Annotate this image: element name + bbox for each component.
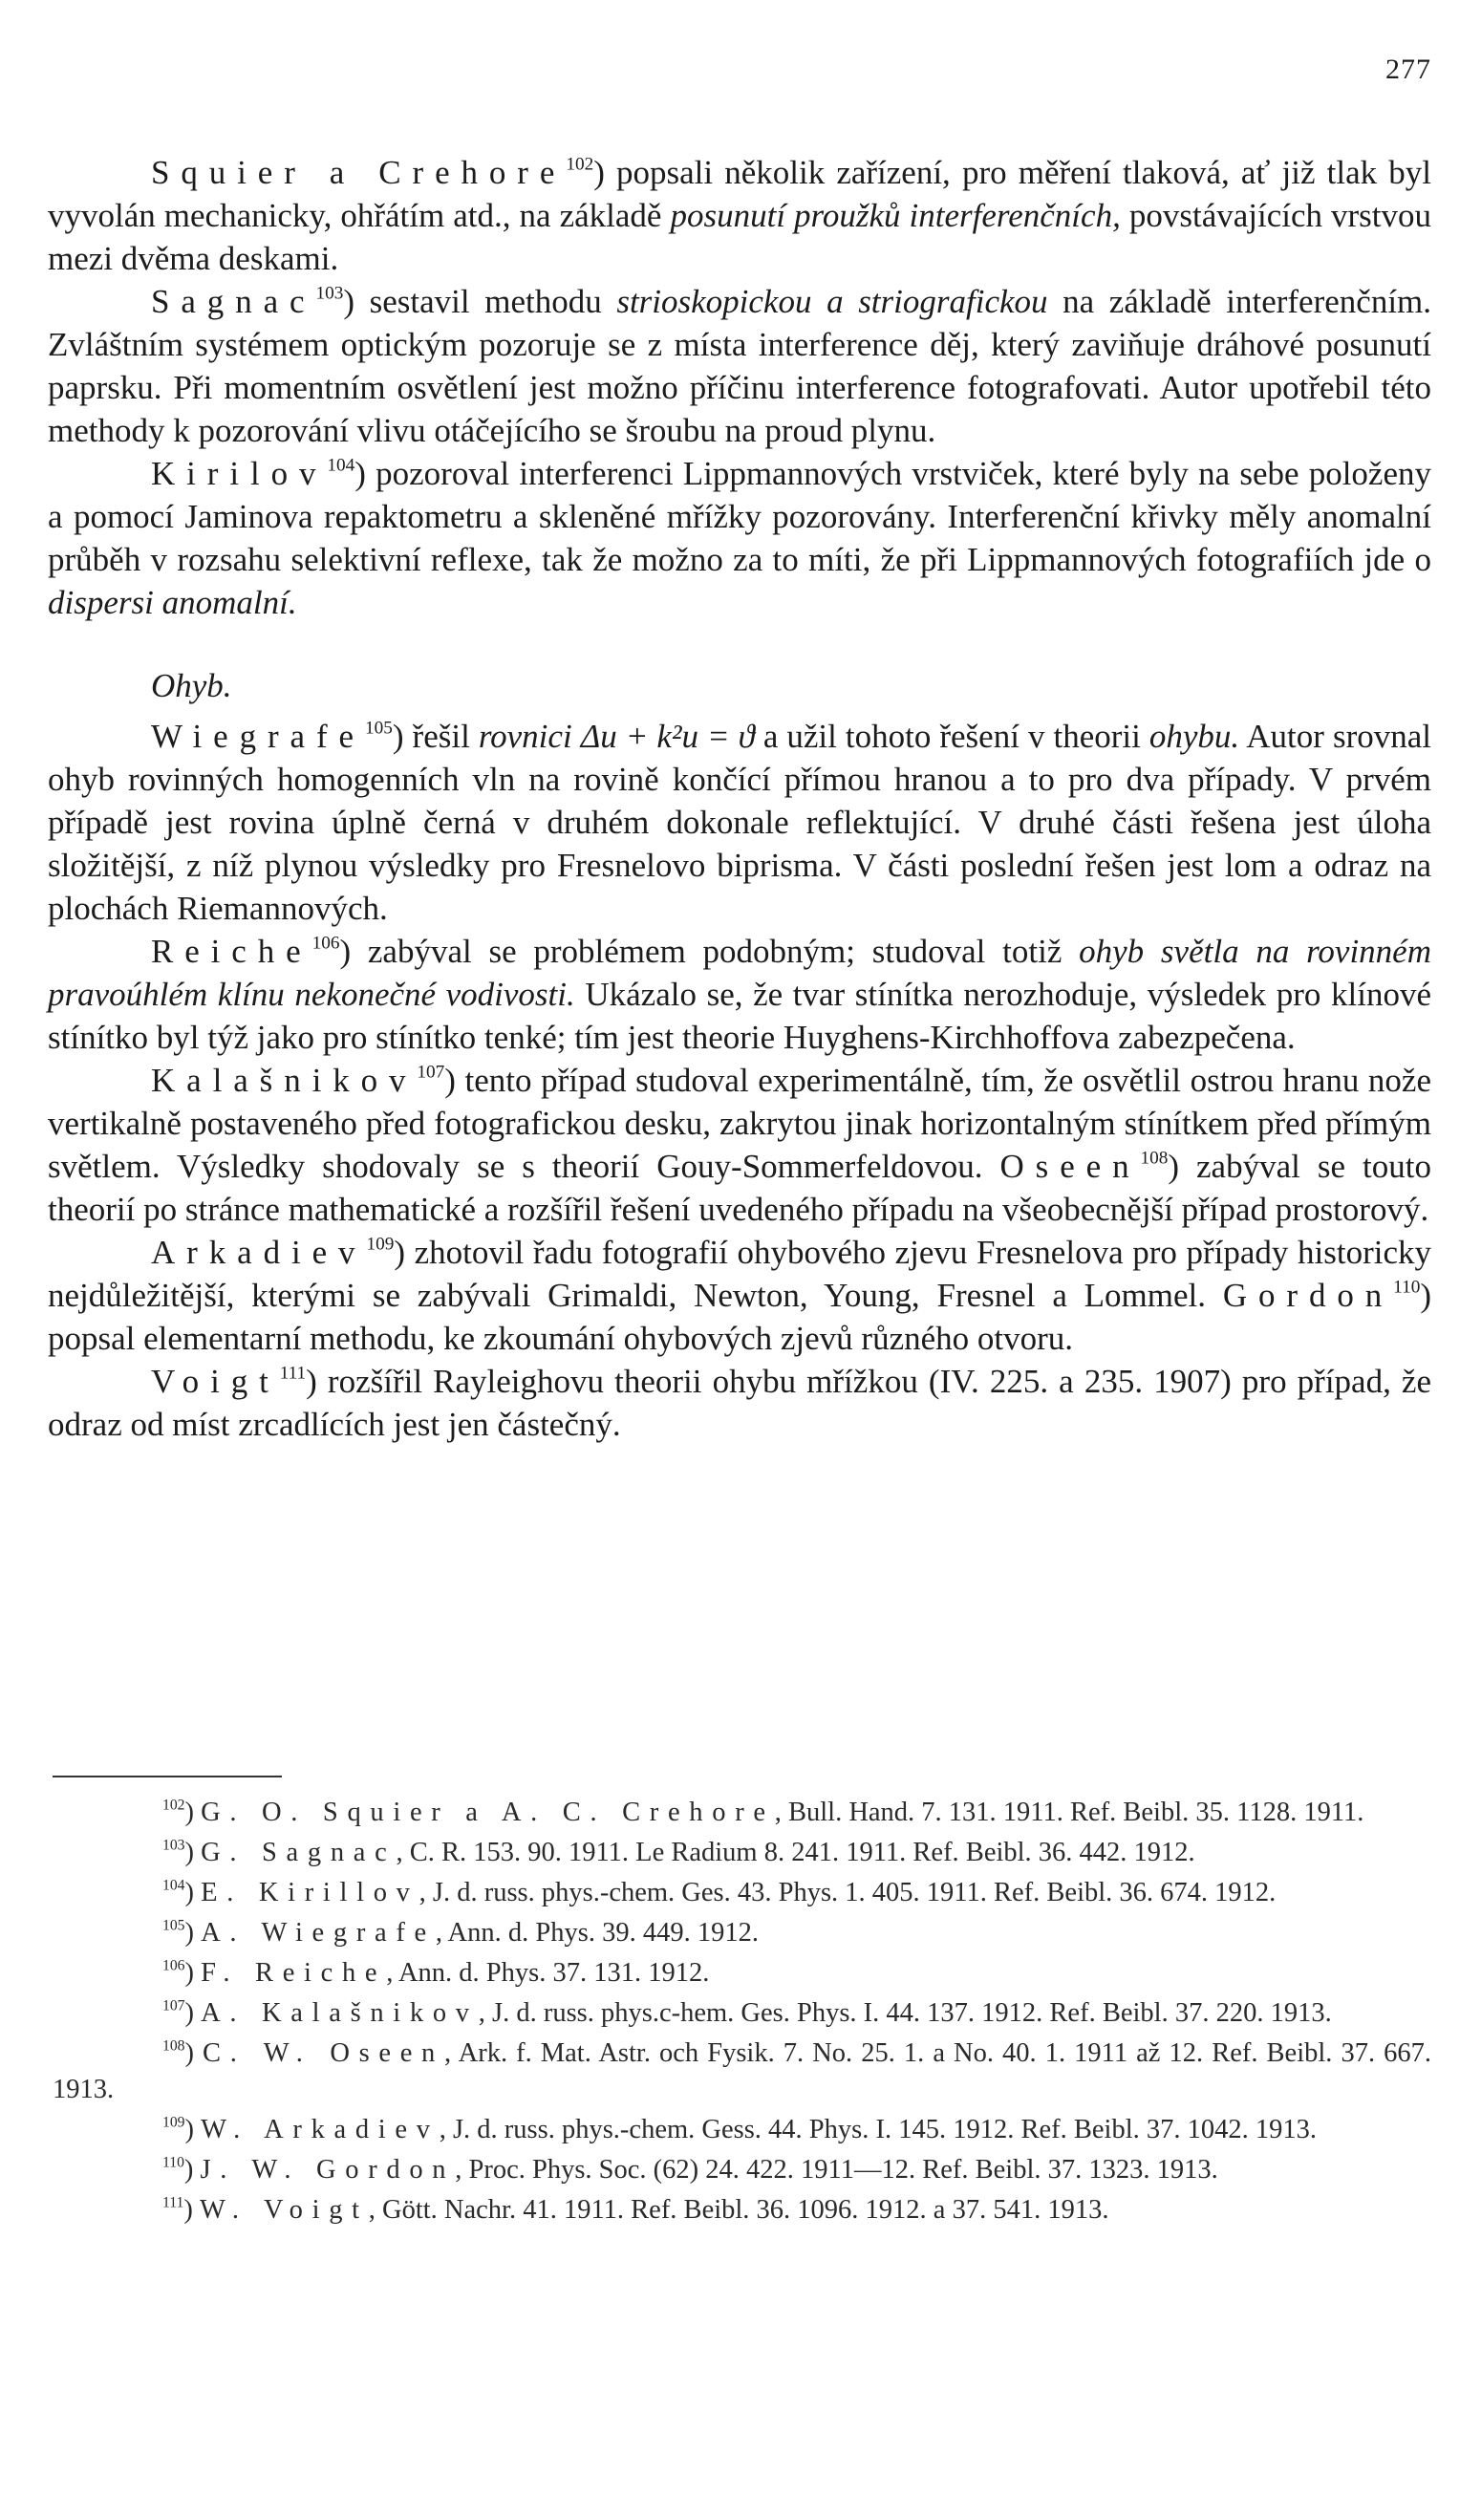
footnote-author: A. Kalašnikov xyxy=(201,1998,479,2028)
footnote-text: , Ann. d. Phys. 37. 131. 1912. xyxy=(386,1958,710,1988)
text-run: povstávajících vrstvou mezi dvěma deskami. xyxy=(48,197,1432,277)
section-heading: Ohyb. xyxy=(151,667,232,704)
footnote-text: , J. d. russ. phys.-chem. Ges. 43. Phys. 1. 405. 1911. Ref. Beibl. 36. 674. 1912. xyxy=(419,1878,1277,1907)
footnote xyxy=(53,1795,1431,1831)
footnote xyxy=(53,2152,1431,2188)
text-run: Ukázalo se, že tvar stínítka nerozhoduje, výsledek pro klínové stínítko byl týž jako pro stínítko tenké; tím jest theorie Huyghens-Kirchhoffova zabezpečena. xyxy=(48,976,1431,1056)
paragraph xyxy=(48,1059,1431,1231)
body-text xyxy=(48,151,1431,1446)
footnote-number: 109 xyxy=(162,2114,185,2131)
footnote-separator: ) xyxy=(184,2038,204,2068)
text-run: ) zabýval se problémem podobným; studoval totiž xyxy=(339,933,1080,970)
text-run: ) zhotovil řadu fotografií ohybového zjevu Fresnelova pro případy historicky nejdůležitější, kterými se zabývali Grimaldi, Newton, Young, Fresnel a Lommel. xyxy=(48,1234,1431,1314)
footnote-text: , Ann. d. Phys. 39. 449. 1912. xyxy=(435,1918,759,1948)
footnote-author: E. Kirillov xyxy=(201,1878,419,1907)
footnote-number: 111 xyxy=(162,2194,184,2211)
footnote-text: , C. R. 153. 90. 1911. Le Radium 8. 241. 1911. Ref. Beibl. 36. 442. 1912. xyxy=(396,1838,1195,1867)
footnote-number: 106 xyxy=(162,1957,185,1974)
footnote-text: , Proc. Phys. Soc. (62) 24. 422. 1911—12. Ref. Beibl. 37. 1323. 1913. xyxy=(455,2155,1218,2185)
footnote-separator: ) xyxy=(184,1878,202,1907)
footnote-text: , Gött. Nachr. 41. 1911. Ref. Beibl. 36. 1096. 1912. a 37. 541. 1913. xyxy=(368,2195,1109,2225)
italic-text: ohybu. xyxy=(1148,718,1240,755)
text-run: ) popsal elementarní methodu, ke zkoumání ohybových zjevů různého otvoru. xyxy=(48,1277,1431,1357)
footnote-divider xyxy=(53,1776,282,1777)
text-run: ) rozšířil Rayleighovu theorii ohybu mřížkou (IV. 225. a 235. 1907) pro případ, že odraz od míst zrcadlících jest jen částečný. xyxy=(48,1363,1431,1443)
text-run: ) řešil xyxy=(392,718,479,755)
author-name: Reiche xyxy=(151,933,312,970)
author-name: Kirilov xyxy=(151,455,328,492)
author-name: Wiegrafe xyxy=(151,718,365,755)
footnote-author: A. Wiegrafe xyxy=(201,1918,436,1948)
paragraph xyxy=(48,452,1431,624)
text-run: na základě interferenčním. Zvláštním systémem optickým pozoruje se z místa interference děj, který zaviňuje dráhové posunutí paprsku. Při momentním osvětlení jest možno příčinu interference fotografovati. Autor upotřebil této methody k pozorování vlivu otáčejícího se šroubu na proud plynu. xyxy=(48,283,1432,449)
paragraph xyxy=(48,280,1431,452)
ref-marker: 105 xyxy=(364,718,393,739)
author-name: Gordon xyxy=(1222,1277,1394,1314)
footnote xyxy=(53,1995,1431,2032)
ref-marker: 110 xyxy=(1393,1277,1421,1298)
footnote-number: 105 xyxy=(162,1917,185,1934)
author-name: Voigt xyxy=(151,1363,280,1400)
author-name: Oseen xyxy=(999,1148,1141,1185)
italic-text: posunutí proužků interferenčních, xyxy=(670,197,1121,234)
footnote-author: J. W. Gordon xyxy=(200,2155,456,2185)
text-run: ) sestavil methodu xyxy=(343,283,617,320)
footnote xyxy=(53,1915,1431,1951)
footnote-text: , J. d. russ. phys.-chem. Gess. 44. Phys. I. 145. 1912. Ref. Beibl. 37. 1042. 1913. xyxy=(439,2115,1318,2144)
footnote xyxy=(53,2035,1431,2108)
footnote-separator: ) xyxy=(184,1798,202,1827)
italic-text: rovnici xyxy=(478,718,572,755)
footnote xyxy=(53,1835,1431,1871)
footnote-author: G. Sagnac xyxy=(201,1838,397,1867)
footnote-text: , Bull. Hand. 7. 131. 1911. Ref. Beibl. 35. 1128. 1911. xyxy=(774,1798,1364,1827)
ref-marker: 102 xyxy=(566,154,594,175)
footnote-separator: ) xyxy=(184,1918,202,1948)
footnote-number: 103 xyxy=(162,1837,185,1854)
ref-marker: 111 xyxy=(279,1363,307,1384)
footnote-author: G. O. Squier a A. C. Crehore xyxy=(201,1798,775,1827)
footnote-author: W. Arkadiev xyxy=(201,2115,440,2144)
page-number: 277 xyxy=(1385,54,1431,85)
paragraph xyxy=(48,715,1431,930)
footnote-separator: ) xyxy=(183,2155,201,2185)
italic-text: ohyb světla na rovinném pravoúhlém klínu nekonečné vodivosti. xyxy=(48,933,1431,1013)
footnote xyxy=(53,2192,1431,2229)
author-name: Squier a Crehore xyxy=(151,154,567,191)
author-name: Arkadiev xyxy=(151,1234,367,1271)
footnote-separator: ) xyxy=(184,1838,202,1867)
ref-marker: 104 xyxy=(327,455,355,476)
author-name: Kalašnikov xyxy=(151,1062,418,1099)
footnote-number: 102 xyxy=(162,1797,185,1814)
footnotes xyxy=(53,1795,1431,2232)
footnote-number: 104 xyxy=(162,1877,185,1894)
footnote-separator: ) xyxy=(183,2195,200,2225)
footnote xyxy=(53,1875,1431,1911)
italic-text: dispersi anomalní. xyxy=(48,584,297,621)
paragraph xyxy=(48,1231,1431,1360)
footnote-author: F. Reiche xyxy=(201,1958,387,1988)
footnote-author: C. W. Oseen xyxy=(203,2038,445,2068)
ref-marker: 103 xyxy=(315,283,344,304)
paragraph xyxy=(48,151,1431,280)
ref-marker: 108 xyxy=(1140,1148,1169,1169)
italic-text: Δu + k²u = ϑ xyxy=(571,718,755,755)
text-run: Autor srovnal ohyb rovinných homogenních vln na rovině končící přímou hranou a to pro dva případy. V prvém případě jest rovina úplně černá v druhém dokonale reflektující. V druhé části řešena jest úloha složitější, z níž plynou výsledky pro Fresnelovo biprisma. V části poslední řešen jest lom a odraz na plochách Riemannových. xyxy=(48,718,1431,927)
footnote xyxy=(53,1955,1431,1992)
paragraph xyxy=(48,930,1431,1059)
ref-marker: 109 xyxy=(366,1234,395,1255)
footnote-number: 108 xyxy=(162,2037,185,2055)
footnote-separator: ) xyxy=(184,1958,202,1988)
footnote-author: W. Voigt xyxy=(199,2195,369,2225)
ref-marker: 107 xyxy=(417,1062,445,1083)
footnote-separator: ) xyxy=(184,1998,202,2028)
author-name: Sagnac xyxy=(151,283,316,320)
text-run: ) zabýval se touto theorií po stránce mathematické a rozšířil řešení uvedeného případu na všeobecnější případ prostorový. xyxy=(48,1148,1431,1228)
text-run: a užil tohoto řešení v theorii xyxy=(754,718,1149,755)
footnote-text: , J. d. russ. phys.c-hem. Ges. Phys. I. 44. 137. 1912. Ref. Beibl. 37. 220. 1913. xyxy=(478,1998,1332,2028)
footnote-separator: ) xyxy=(184,2115,202,2144)
footnote-number: 110 xyxy=(162,2154,184,2171)
text-run: ) tento případ studoval experimentálně, tím, že osvětlil ostrou hranu nože vertikalně postaveného před fotografickou desku, zakrytou jinak horizontalným stínítkem před přímým světlem. Výsledky shodovaly se s theorií Gouy-Sommerfeldovou. xyxy=(48,1062,1431,1185)
text-run: ) pozoroval interferenci Lippmannových vrstviček, které byly na sebe položeny a pomocí Jaminova repaktometru a skleněné mřížky pozorovány. Interferenční křivky měly anomalní průběh v rozsahu selektivní reflexe, tak že možno za to míti, že při Lippmannových fotografiích jde o xyxy=(48,455,1431,578)
footnote-text: , Ark. f. Mat. Astr. och Fysik. 7. No. 25. 1. a No. 40. 1. 1911 až 12. Ref. Beibl. 37. 667. 1913. xyxy=(53,2038,1432,2104)
footnote xyxy=(53,2112,1431,2148)
text-run: ) popsali několik zařízení, pro měření tlaková, ať již tlak byl vyvolán mechanicky, ohřátím atd., na základě xyxy=(48,154,1431,234)
ref-marker: 106 xyxy=(311,933,340,954)
italic-text: strioskopickou a striografickou xyxy=(616,283,1048,320)
footnote-number: 107 xyxy=(162,1997,185,2014)
paragraph xyxy=(48,1360,1431,1446)
